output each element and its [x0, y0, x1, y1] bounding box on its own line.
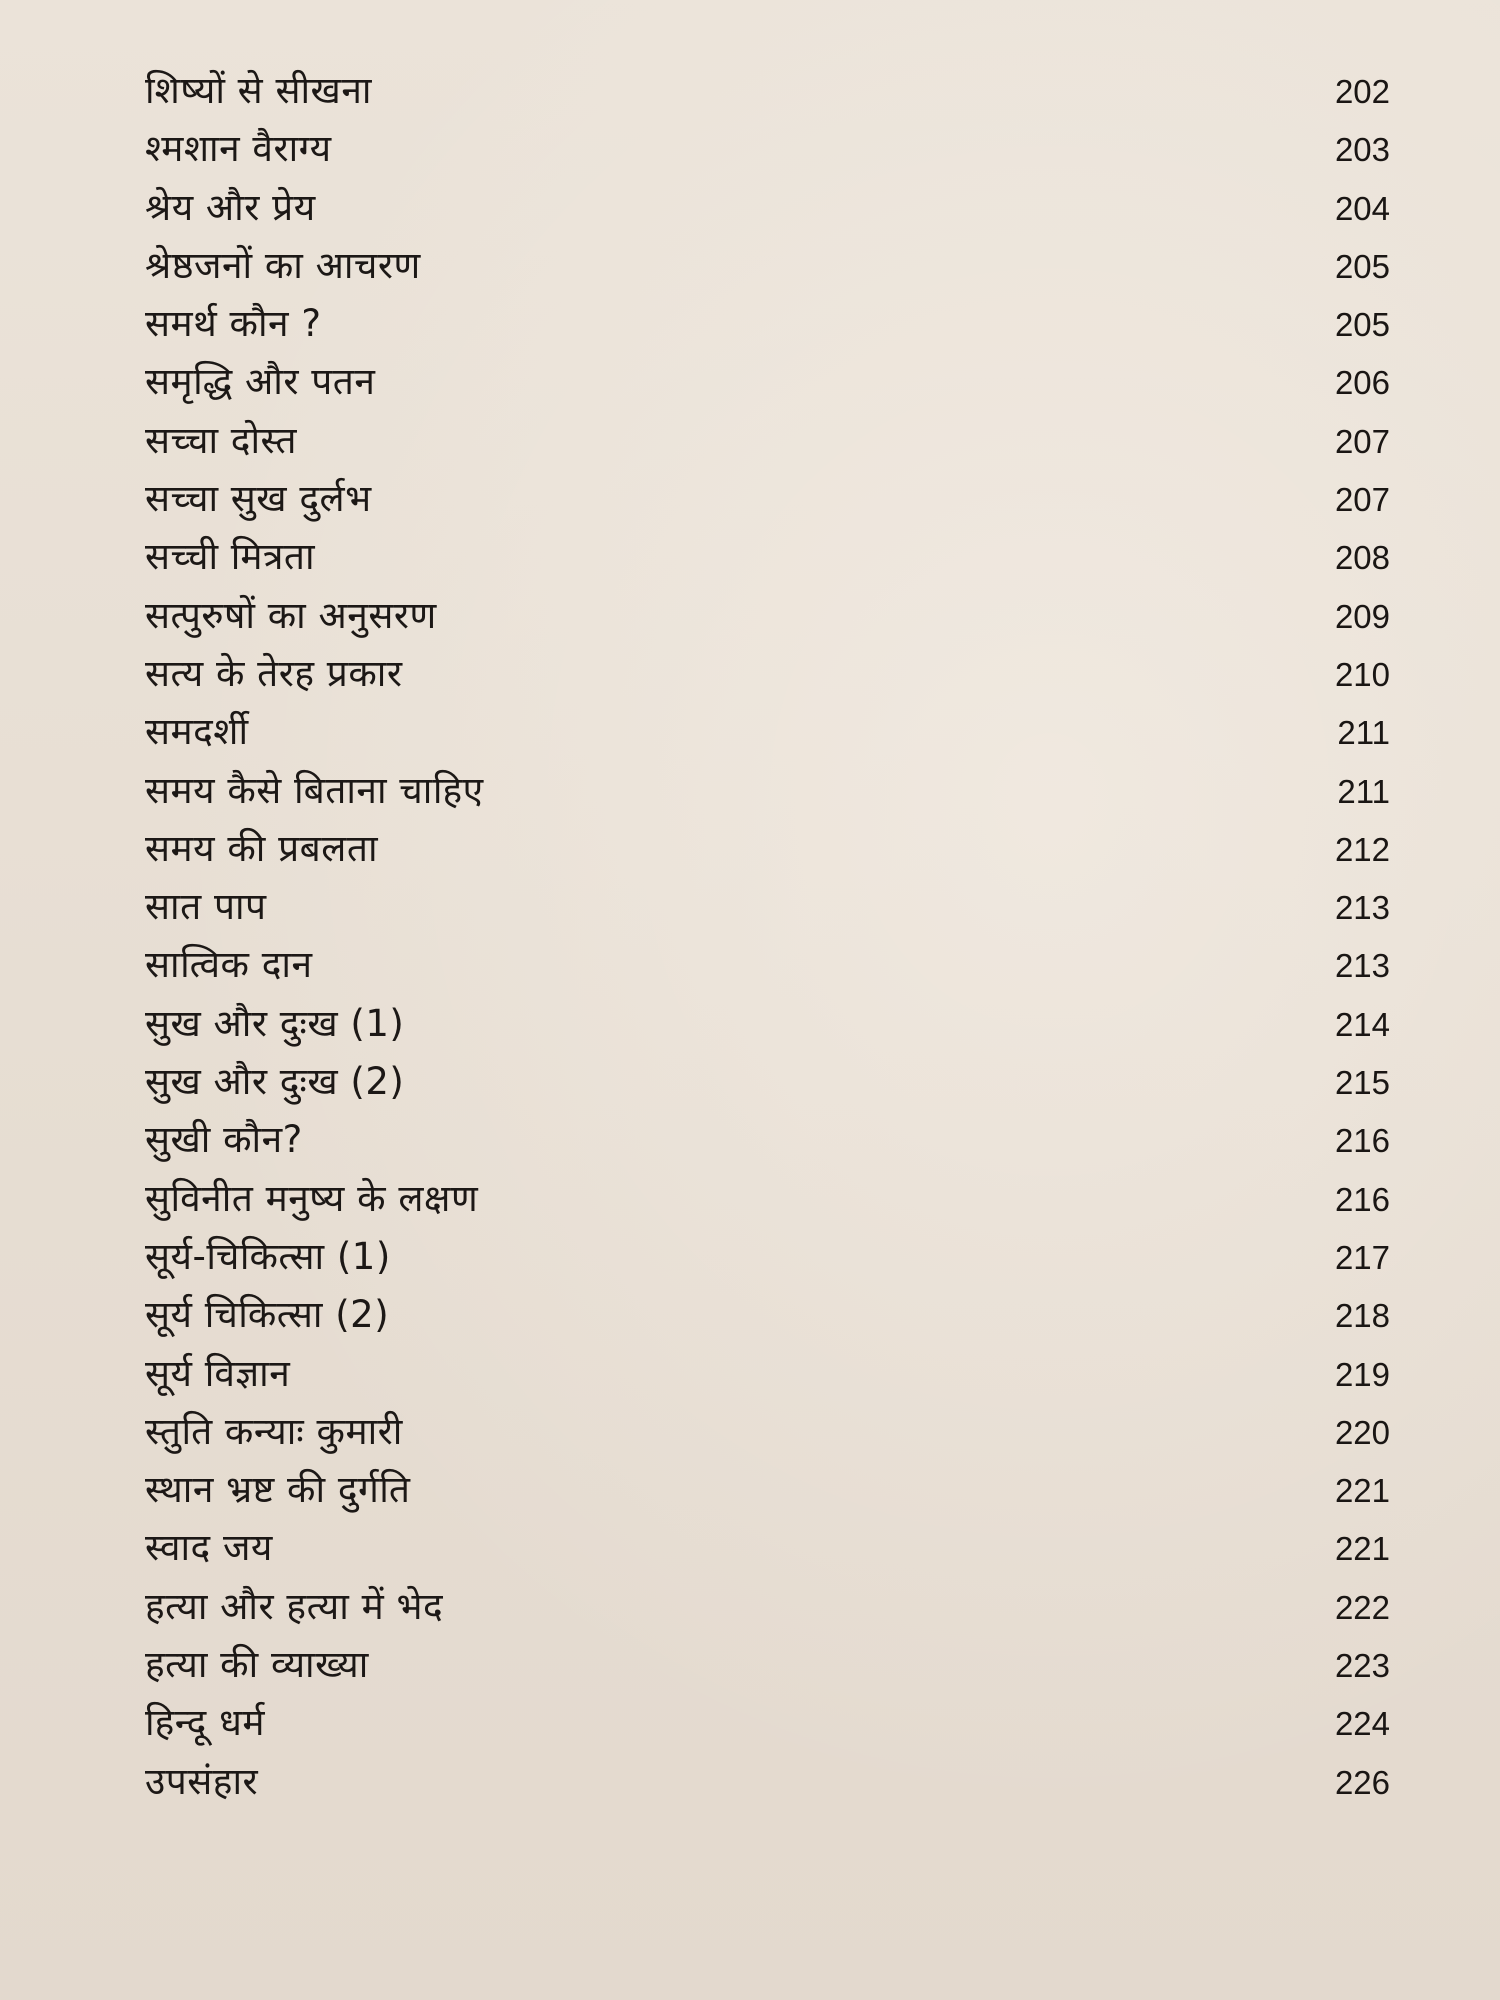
- toc-entry: [145, 302, 1390, 363]
- toc-entry: [145, 1293, 1390, 1354]
- entry-title: सूर्य विज्ञान: [145, 1351, 291, 1395]
- entry-title: सुविनीत मनुष्य के लक्षण: [145, 1176, 479, 1220]
- entry-title: समदर्शी: [145, 710, 249, 754]
- toc-entry: [145, 360, 1390, 421]
- entry-title: समय कैसे बिताना चाहिए: [145, 768, 484, 812]
- toc-entry: [145, 185, 1390, 247]
- toc-entry: [145, 69, 1390, 130]
- entry-page-number: 206: [1334, 364, 1390, 402]
- entry-page-number: 205: [1334, 306, 1390, 344]
- entry-page-number: 207: [1334, 422, 1390, 460]
- toc-entry: [145, 243, 1390, 305]
- entry-page-number: 221: [1334, 1530, 1390, 1568]
- toc-entry: [145, 1701, 1390, 1762]
- toc-entry: [145, 1643, 1390, 1704]
- entry-page-number: 216: [1334, 1180, 1390, 1218]
- entry-title: हत्या और हत्या में भेद: [145, 1584, 444, 1628]
- entry-title: सत्पुरुषों का अनुसरण: [145, 593, 437, 637]
- toc-entry: [145, 418, 1390, 480]
- entry-title: सुख और दुःख (2): [145, 1060, 405, 1104]
- entry-page-number: 221: [1334, 1472, 1390, 1510]
- entry-title: शिष्यों से सीखना: [145, 69, 372, 112]
- entry-page-number: 218: [1334, 1297, 1390, 1335]
- toc-entry: [145, 1176, 1390, 1238]
- toc-entry: [145, 1759, 1390, 1821]
- entry-page-number: 215: [1334, 1064, 1390, 1102]
- entry-page-number: 214: [1334, 1005, 1390, 1043]
- entry-page-number: 212: [1334, 830, 1390, 868]
- table-of-contents: [145, 69, 1390, 1821]
- entry-title: सुखी कौन?: [145, 1118, 303, 1162]
- entry-title: स्वाद जय: [145, 1526, 273, 1570]
- entry-page-number: 226: [1334, 1763, 1390, 1801]
- entry-page-number: 205: [1334, 247, 1390, 285]
- entry-title: सच्ची मित्रता: [145, 535, 316, 579]
- entry-title: समृद्धि और पतन: [145, 360, 376, 404]
- entry-title: सात पाप: [145, 885, 267, 929]
- entry-page-number: 220: [1334, 1413, 1390, 1451]
- toc-entry: [145, 651, 1390, 713]
- toc-entry: [145, 826, 1390, 888]
- toc-entry: [145, 1351, 1390, 1413]
- entry-title: श्मशान वैराग्य: [145, 127, 332, 171]
- entry-title: सच्चा दोस्त: [145, 418, 298, 462]
- entry-page-number: 216: [1334, 1122, 1390, 1160]
- entry-title: श्रेष्ठजनों का आचरण: [145, 243, 421, 287]
- entry-title: सूर्य चिकित्सा (2): [145, 1293, 390, 1337]
- entry-page-number: 209: [1334, 597, 1390, 635]
- toc-entry: [145, 127, 1390, 188]
- entry-page-number: 213: [1334, 889, 1390, 927]
- toc-entry: [145, 1234, 1390, 1296]
- toc-entry: [145, 593, 1390, 655]
- entry-page-number: 224: [1334, 1705, 1390, 1743]
- entry-page-number: 204: [1334, 189, 1390, 227]
- entry-page-number: 203: [1334, 131, 1390, 169]
- entry-page-number: 219: [1334, 1355, 1390, 1393]
- entry-title: स्तुति कन्याः कुमारी: [145, 1409, 403, 1453]
- toc-entry: [145, 1468, 1390, 1529]
- toc-entry: [145, 1001, 1390, 1063]
- entry-title: सत्य के तेरह प्रकार: [145, 651, 403, 695]
- entry-title: समय की प्रबलता: [145, 826, 379, 870]
- toc-entry: [145, 1409, 1390, 1471]
- entry-page-number: 207: [1334, 481, 1390, 519]
- entry-title: हिन्दू धर्म: [145, 1701, 265, 1745]
- entry-page-number: 211: [1337, 772, 1390, 810]
- entry-title: हत्या की व्याख्या: [145, 1643, 369, 1687]
- toc-entry: [145, 1584, 1390, 1646]
- toc-entry: [145, 885, 1390, 946]
- entry-title: सुख और दुःख (1): [145, 1001, 405, 1045]
- entry-title: स्थान भ्रष्ट की दुर्गति: [145, 1468, 411, 1512]
- entry-page-number: 213: [1334, 947, 1390, 985]
- entry-page-number: 210: [1334, 655, 1390, 693]
- entry-page-number: 217: [1334, 1238, 1390, 1276]
- entry-title: उपसंहार: [145, 1759, 259, 1803]
- entry-page-number: 202: [1334, 73, 1390, 110]
- toc-entry: [145, 710, 1390, 771]
- toc-entry: [145, 1060, 1390, 1121]
- entry-title: सात्विक दान: [145, 943, 313, 987]
- entry-page-number: 208: [1334, 539, 1390, 577]
- toc-entry: [145, 535, 1390, 596]
- entry-title: समर्थ कौन ?: [145, 302, 322, 346]
- entry-title: श्रेय और प्रेय: [145, 185, 316, 229]
- entry-page-number: 222: [1334, 1588, 1390, 1626]
- toc-entry: [145, 477, 1390, 538]
- toc-entry: [145, 1118, 1390, 1179]
- toc-entry: [145, 1526, 1390, 1587]
- entry-title: सूर्य-चिकित्सा (1): [145, 1234, 391, 1278]
- toc-entry: [145, 943, 1390, 1004]
- toc-entry: [145, 768, 1390, 830]
- entry-page-number: 211: [1337, 714, 1390, 752]
- entry-title: सच्चा सुख दुर्लभ: [145, 477, 372, 521]
- entry-page-number: 223: [1334, 1647, 1390, 1685]
